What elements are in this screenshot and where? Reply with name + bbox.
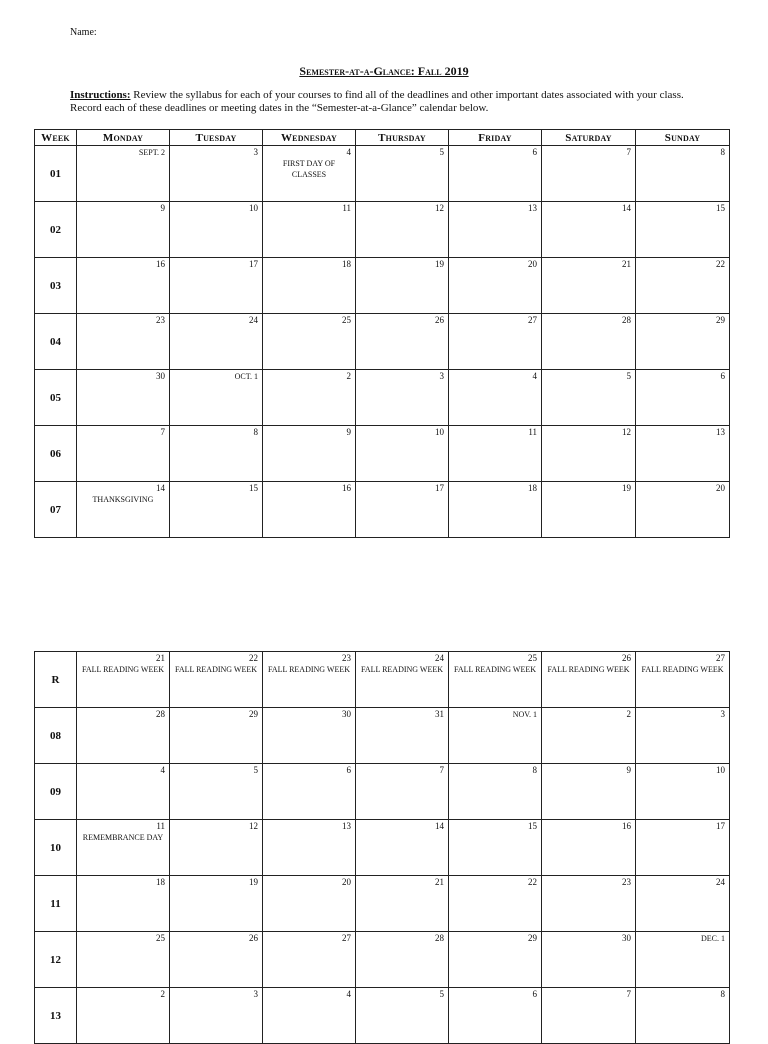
week-row [35,820,730,876]
day-date: 9 [346,427,351,437]
day-cell[interactable] [77,146,170,202]
day-date: 18 [528,483,537,493]
day-date: 13 [342,821,351,831]
day-date: SEPT. 2 [138,148,165,157]
day-event-note: THANKSGIVING [92,495,154,504]
day-date: 20 [528,259,537,269]
day-date: 12 [622,427,631,437]
day-date: 15 [249,483,258,493]
week-number: 04 [35,314,77,370]
day-cell[interactable] [542,876,636,932]
week-row [35,764,730,820]
header-thursday: Thursday [356,130,449,146]
day-cell[interactable] [449,426,542,482]
day-date: 14 [622,203,631,213]
week-row [35,146,730,202]
day-date: 6 [532,989,537,999]
day-date: 19 [249,877,258,887]
day-cell[interactable] [263,988,356,1044]
day-date: 30 [156,371,165,381]
day-cell[interactable] [170,876,263,932]
day-date: 22 [249,653,258,663]
day-date: 4 [346,989,351,999]
day-date: 4 [160,765,165,775]
day-date: 18 [342,259,351,269]
day-cell[interactable] [449,258,542,314]
day-date: 7 [626,989,631,999]
day-date: 8 [720,147,725,157]
day-date: 14 [435,821,444,831]
day-event-note: FIRST DAY OF CLASSES [282,159,336,179]
day-date: 2 [626,709,631,719]
day-date: 21 [435,877,444,887]
week-number: 01 [35,146,77,202]
week-number: 03 [35,258,77,314]
day-date: 11 [156,821,165,831]
day-cell[interactable] [77,258,170,314]
day-cell[interactable] [542,988,636,1044]
day-cell[interactable] [356,146,449,202]
day-date: 4 [346,147,351,157]
day-event-note: FALL READING WEEK [547,665,630,674]
calendar-table-october-december [34,651,730,1044]
day-cell[interactable] [263,652,356,708]
day-date: 11 [342,203,351,213]
day-cell[interactable] [356,708,449,764]
day-cell[interactable] [170,764,263,820]
header-tuesday: Tuesday [170,130,263,146]
day-date: 16 [622,821,631,831]
week-number: 10 [35,820,77,876]
week-number: 02 [35,202,77,258]
week-row [35,932,730,988]
day-cell[interactable] [636,258,730,314]
day-cell[interactable] [449,482,542,538]
day-date: 21 [622,259,631,269]
header-week: Week [35,130,77,146]
instructions-lead: Instructions: [70,89,131,101]
week-row [35,258,730,314]
day-date: 10 [716,765,725,775]
day-cell[interactable] [170,932,263,988]
day-date: 28 [435,933,444,943]
day-date: 15 [528,821,537,831]
week-number: 13 [35,988,77,1044]
day-cell[interactable] [77,314,170,370]
day-date: 21 [156,653,165,663]
day-cell[interactable] [263,146,356,202]
day-date: 27 [716,653,725,663]
day-date: 23 [342,653,351,663]
day-date: 4 [532,371,537,381]
header-wednesday: Wednesday [263,130,356,146]
day-date: 16 [342,483,351,493]
day-cell[interactable] [170,652,263,708]
day-cell[interactable] [636,202,730,258]
week-row [35,202,730,258]
day-date: 25 [342,315,351,325]
day-cell[interactable] [449,314,542,370]
day-cell[interactable] [356,820,449,876]
day-date: OCT. 1 [234,372,258,381]
day-cell[interactable] [263,820,356,876]
day-cell[interactable] [170,314,263,370]
day-date: 29 [528,933,537,943]
day-cell[interactable] [356,202,449,258]
day-date: 7 [439,765,444,775]
instructions-text: Review the syllabus for each of your courses to find all of the deadlines and other important dates associated with your class. Record each of these deadlines or meeting dates in the “Semester-at-a-Glance” calendar below. [70,89,684,114]
day-cell[interactable] [636,708,730,764]
day-date: 6 [346,765,351,775]
day-date: 5 [439,989,444,999]
day-cell[interactable] [77,708,170,764]
calendar-table-september-october [34,129,730,538]
day-cell[interactable] [77,876,170,932]
week-row [35,482,730,538]
day-cell[interactable] [356,314,449,370]
day-cell[interactable] [636,820,730,876]
day-date: 12 [249,821,258,831]
day-date: 6 [720,371,725,381]
day-cell[interactable] [542,314,636,370]
name-label: Name: [70,27,97,38]
week-number: 12 [35,932,77,988]
day-cell[interactable] [170,820,263,876]
day-date: 3 [439,371,444,381]
day-cell[interactable] [356,652,449,708]
day-cell[interactable] [356,426,449,482]
page-title: Semester-at-a-Glance: Fall 2019 [299,64,469,78]
day-cell[interactable] [636,482,730,538]
day-cell[interactable] [170,258,263,314]
day-date: 24 [435,653,444,663]
week-row [35,708,730,764]
day-date: 26 [249,933,258,943]
day-date: 14 [156,483,165,493]
day-date: 25 [156,933,165,943]
day-date: 8 [532,765,537,775]
day-date: 17 [249,259,258,269]
day-date: 29 [249,709,258,719]
day-date: 31 [435,709,444,719]
week-number: 11 [35,876,77,932]
day-cell[interactable] [77,370,170,426]
day-event-note: FALL READING WEEK [360,665,444,674]
day-cell[interactable] [77,988,170,1044]
day-cell[interactable] [263,202,356,258]
day-cell[interactable] [449,146,542,202]
day-cell[interactable] [77,426,170,482]
week-number: 07 [35,482,77,538]
day-cell[interactable] [263,876,356,932]
day-cell[interactable] [356,988,449,1044]
day-cell[interactable] [170,988,263,1044]
header-saturday: Saturday [542,130,636,146]
day-date: 26 [435,315,444,325]
day-cell[interactable] [449,876,542,932]
day-date: 16 [156,259,165,269]
day-cell[interactable] [542,258,636,314]
day-cell[interactable] [449,988,542,1044]
day-cell[interactable] [636,426,730,482]
day-cell[interactable] [263,482,356,538]
day-cell[interactable] [77,202,170,258]
day-date: 24 [249,315,258,325]
day-cell[interactable] [542,146,636,202]
day-event-note: REMEMBRANCE DAY [82,833,164,842]
week-number: R [35,652,77,708]
day-cell[interactable] [170,482,263,538]
day-cell[interactable] [77,932,170,988]
day-cell[interactable] [263,764,356,820]
day-cell[interactable] [542,370,636,426]
day-cell[interactable] [542,708,636,764]
day-date: 3 [720,709,725,719]
day-cell[interactable] [542,202,636,258]
day-date: 2 [346,371,351,381]
day-date: 27 [342,933,351,943]
day-date: 6 [532,147,537,157]
header-friday: Friday [449,130,542,146]
week-row [35,314,730,370]
day-cell[interactable] [636,932,730,988]
day-cell[interactable] [636,764,730,820]
day-date: 18 [156,877,165,887]
day-cell[interactable] [636,370,730,426]
day-date: 8 [720,989,725,999]
day-date: 29 [716,315,725,325]
day-cell[interactable] [263,932,356,988]
day-cell[interactable] [77,482,170,538]
day-cell[interactable] [449,370,542,426]
day-date: DEC. 1 [701,934,725,943]
day-date: 30 [622,933,631,943]
day-cell[interactable] [542,932,636,988]
day-date: 12 [435,203,444,213]
week-row [35,876,730,932]
day-cell[interactable] [263,708,356,764]
day-date: 30 [342,709,351,719]
week-number: 09 [35,764,77,820]
day-date: 3 [253,989,258,999]
day-date: 2 [160,989,165,999]
day-date: 5 [253,765,258,775]
day-cell[interactable] [77,820,170,876]
day-date: 17 [435,483,444,493]
day-date: 9 [626,765,631,775]
day-event-note: FALL READING WEEK [453,665,537,674]
day-cell[interactable] [542,652,636,708]
day-event-note: FALL READING WEEK [267,665,351,674]
day-cell[interactable] [356,932,449,988]
day-date: 13 [716,427,725,437]
day-date: 25 [528,653,537,663]
day-cell[interactable] [263,258,356,314]
day-date: 3 [253,147,258,157]
day-cell[interactable] [170,708,263,764]
day-date: 13 [528,203,537,213]
day-cell[interactable] [263,426,356,482]
day-cell[interactable] [636,988,730,1044]
day-event-note: FALL READING WEEK [174,665,258,674]
day-cell[interactable] [449,202,542,258]
week-row [35,988,730,1044]
day-cell[interactable] [449,652,542,708]
day-cell[interactable] [636,314,730,370]
header-sunday: Sunday [636,130,730,146]
day-date: 26 [622,653,631,663]
day-date: 28 [622,315,631,325]
day-cell[interactable] [449,708,542,764]
day-cell[interactable] [636,876,730,932]
day-cell[interactable] [356,764,449,820]
day-date: 23 [622,877,631,887]
day-date: 11 [528,427,537,437]
week-row [35,370,730,426]
day-date: 20 [342,877,351,887]
day-date: 5 [439,147,444,157]
week-number: 08 [35,708,77,764]
day-date: 15 [716,203,725,213]
day-cell[interactable] [170,370,263,426]
day-cell[interactable] [170,426,263,482]
day-date: 22 [528,877,537,887]
day-date: 7 [626,147,631,157]
day-cell[interactable] [263,314,356,370]
calendar-header-row [35,130,730,146]
day-cell[interactable] [542,482,636,538]
day-event-note: FALL READING WEEK [81,665,165,674]
day-cell[interactable] [542,764,636,820]
day-date: 27 [528,315,537,325]
day-date: 24 [716,877,725,887]
week-number: 05 [35,370,77,426]
day-cell[interactable] [449,764,542,820]
day-cell[interactable] [542,426,636,482]
instructions [70,89,710,115]
day-cell[interactable] [77,764,170,820]
day-cell[interactable] [77,652,170,708]
day-date: 23 [156,315,165,325]
day-date: 17 [716,821,725,831]
header-monday: Monday [77,130,170,146]
day-cell[interactable] [636,652,730,708]
day-cell[interactable] [263,370,356,426]
day-date: 20 [716,483,725,493]
day-date: 19 [622,483,631,493]
day-cell[interactable] [449,932,542,988]
day-date: 10 [435,427,444,437]
day-date: 22 [716,259,725,269]
day-cell[interactable] [170,202,263,258]
day-date: 19 [435,259,444,269]
day-cell[interactable] [449,820,542,876]
day-cell[interactable] [636,146,730,202]
day-date: NOV. 1 [512,710,537,719]
week-row [35,426,730,482]
day-cell[interactable] [356,370,449,426]
day-cell[interactable] [170,146,263,202]
day-date: 5 [626,371,631,381]
day-date: 28 [156,709,165,719]
week-row [35,652,730,708]
day-event-note: FALL READING WEEK [641,665,724,674]
day-cell[interactable] [542,820,636,876]
day-date: 7 [160,427,165,437]
day-date: 8 [253,427,258,437]
day-date: 10 [249,203,258,213]
day-date: 9 [160,203,165,213]
day-cell[interactable] [356,258,449,314]
day-cell[interactable] [356,482,449,538]
day-cell[interactable] [356,876,449,932]
week-number: 06 [35,426,77,482]
